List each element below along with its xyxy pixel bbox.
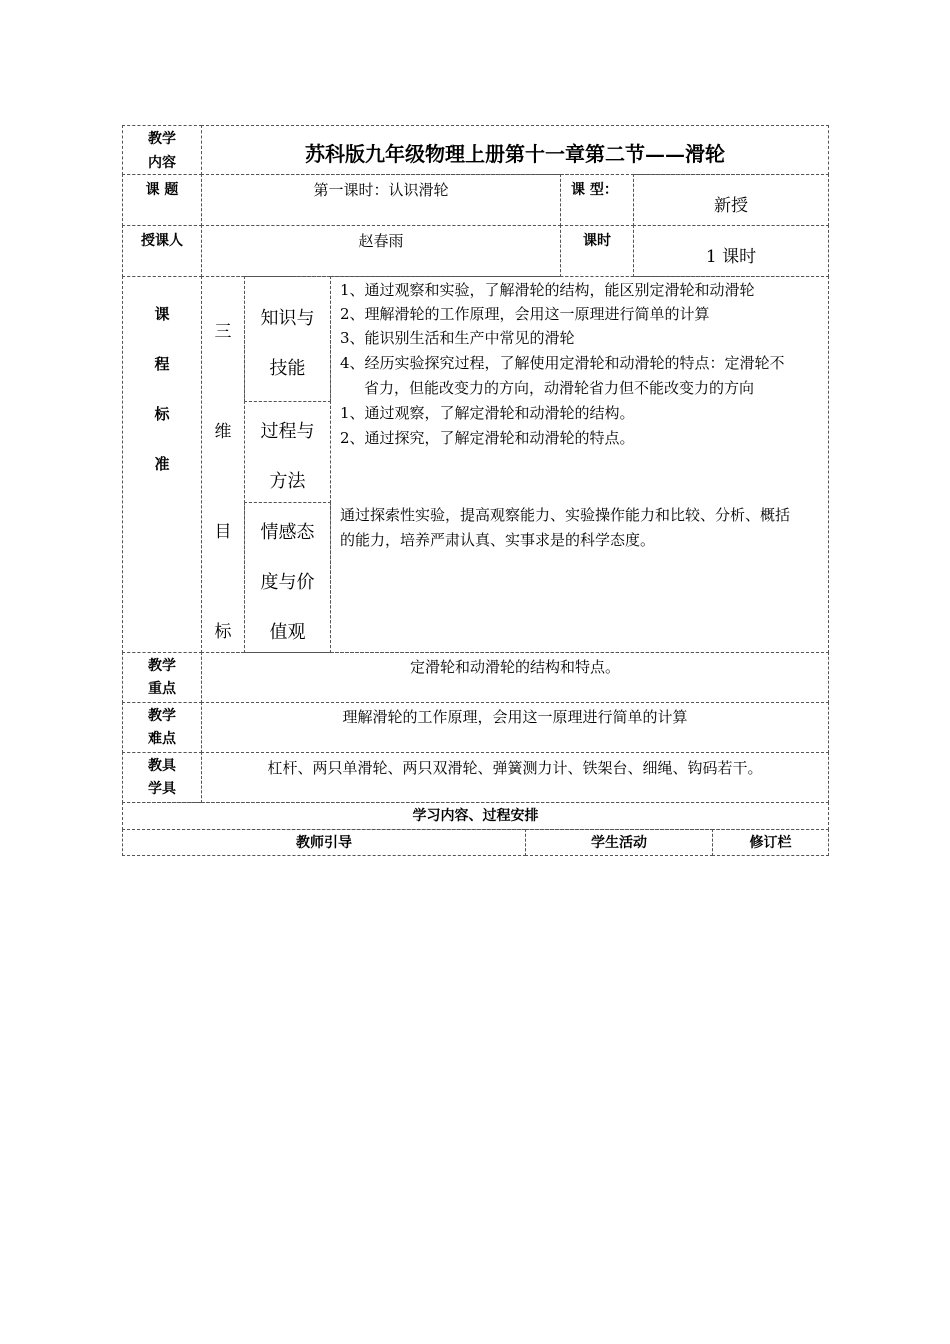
keypoints-label-line-2: 重点 xyxy=(148,681,176,697)
attitude-label-line-3: 值观 xyxy=(269,622,306,643)
materials-value: 杠杆、两只单滑轮、两只双滑轮、弹簧测力计、铁架台、细绳、钩码若干。 xyxy=(267,759,763,777)
teacher-guide-header-cell xyxy=(122,829,526,856)
standards-char-1: 课 xyxy=(154,305,170,323)
difficulties-label-line-1: 教学 xyxy=(148,708,176,724)
process-label-line-1: 过程与 xyxy=(260,421,315,442)
knowledge-item-1: 1、通过观察和实验，了解滑轮的结构，能区别定滑轮和动滑轮 xyxy=(340,281,755,299)
process-label-line-2: 方法 xyxy=(269,471,306,492)
standards-label-cell xyxy=(122,276,202,653)
standards-char-2: 程 xyxy=(154,355,170,373)
hours-value: 1 课时 xyxy=(705,247,757,267)
knowledge-item-3: 3、能识别生活和生产中常见的滑轮 xyxy=(340,329,575,347)
process-label-cell xyxy=(244,401,331,503)
hours-value-cell xyxy=(633,225,829,277)
dimension-char-4: 标 xyxy=(214,622,232,642)
difficulties-value: 理解滑轮的工作原理，会用这一原理进行简单的计算 xyxy=(342,708,688,726)
materials-label-line-1: 教具 xyxy=(148,758,176,774)
hours-label-cell xyxy=(560,225,634,277)
topic-value: 第一课时：认识滑轮 xyxy=(313,181,449,199)
teacher-label: 授课人 xyxy=(141,233,183,249)
attitude-label-line-1: 情感态 xyxy=(260,522,315,543)
content-label xyxy=(123,127,201,175)
process-item-2: 2、通过探究，了解定滑轮和动滑轮的特点。 xyxy=(340,429,635,447)
standards-char-3: 标 xyxy=(154,405,170,423)
type-label-cell xyxy=(560,174,634,226)
attitude-item-1: 通过探索性实验，提高观察能力、实验操作能力和比较、分析、概括 xyxy=(340,506,791,524)
student-activity-header-cell xyxy=(525,829,713,856)
knowledge-label-line-1: 知识与 xyxy=(260,308,315,329)
materials-label-cell xyxy=(122,752,202,803)
knowledge-item-2: 2、理解滑轮的工作原理，会用这一原理进行简单的计算 xyxy=(340,305,710,323)
content-label-cell xyxy=(122,125,202,175)
revision-header: 修订栏 xyxy=(749,835,792,851)
keypoints-label-cell xyxy=(122,652,202,703)
arrangement-title: 学习内容、过程安排 xyxy=(412,808,539,824)
hours-label: 课时 xyxy=(583,233,611,249)
dimension-label-cell xyxy=(201,276,245,653)
teacher-guide-header: 教师引导 xyxy=(296,835,352,851)
lesson-title: 苏科版九年级物理上册第十一章第二节——滑轮 xyxy=(305,142,725,166)
dimension-char-3: 目 xyxy=(214,522,232,542)
dimension-char-2: 维 xyxy=(214,422,232,442)
type-value-cell xyxy=(633,174,829,226)
attitude-label-cell xyxy=(244,502,331,653)
arrangement-title-cell xyxy=(122,802,829,830)
difficulties-label-line-2: 难点 xyxy=(148,731,176,747)
keypoints-label-line-1: 教学 xyxy=(148,658,176,674)
type-label: 课 型： xyxy=(571,182,618,198)
student-activity-header: 学生活动 xyxy=(591,835,647,851)
standards-char-4: 准 xyxy=(154,455,170,473)
dimension-char-1: 三 xyxy=(214,322,232,342)
content-label-text: 教学内容 xyxy=(148,131,176,171)
difficulties-label-cell xyxy=(122,702,202,753)
topic-label: 课 题 xyxy=(145,182,179,198)
keypoints-value-cell xyxy=(201,652,829,703)
knowledge-label-line-2: 技能 xyxy=(269,358,306,379)
teacher-value-cell xyxy=(201,225,561,277)
knowledge-item-4: 4、经历实验探究过程，了解使用定滑轮和动滑轮的特点：定滑轮不 xyxy=(340,354,785,372)
title-cell xyxy=(201,125,829,175)
type-value: 新授 xyxy=(714,196,748,216)
difficulties-value-cell xyxy=(201,702,829,753)
knowledge-item-4-cont: 省力，但能改变力的方向，动滑轮省力但不能改变力的方向 xyxy=(364,379,755,397)
topic-label-cell xyxy=(122,174,202,226)
objectives-cell xyxy=(330,276,829,653)
process-item-1: 1、通过观察，了解定滑轮和动滑轮的结构。 xyxy=(340,404,635,422)
revision-header-cell xyxy=(712,829,829,856)
teacher-value: 赵春雨 xyxy=(358,232,404,250)
attitude-item-2: 的能力，培养严肃认真、实事求是的科学态度。 xyxy=(340,531,656,549)
teacher-label-cell xyxy=(122,225,202,277)
keypoints-value: 定滑轮和动滑轮的结构和特点。 xyxy=(409,658,620,676)
knowledge-label-cell xyxy=(244,276,331,402)
topic-value-cell xyxy=(201,174,561,226)
materials-label-line-2: 学具 xyxy=(148,781,176,797)
materials-value-cell xyxy=(201,752,829,803)
attitude-label-line-2: 度与价 xyxy=(260,572,315,593)
